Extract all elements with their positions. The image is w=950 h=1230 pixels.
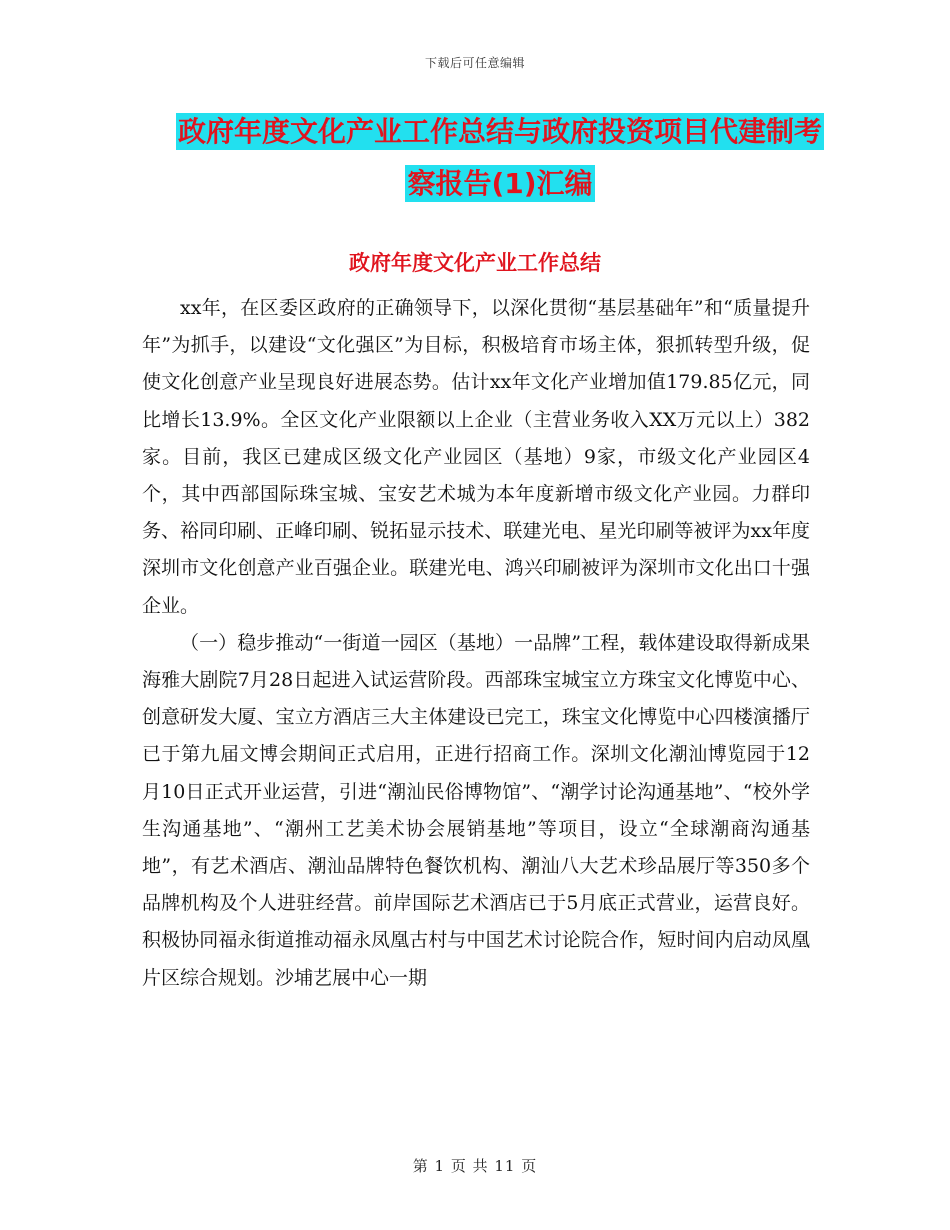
document-title-line-2: 察报告(1)汇编	[407, 167, 593, 200]
document-title	[150, 106, 850, 210]
page-number: 第 1 页 共 11 页	[412, 1157, 538, 1175]
body-paragraph: xx年，在区委区政府的正确领导下，以深化贯彻“基层基础年”和“质量提升年”为抓手，以建设“文化强区”为目标，积极培育市场主体，狠抓转型升级，促使文化创意产业呈现良好进展态势。估计xx年文化产业增加值179.85亿元，同比增长13.9%。全区文化产业限额以上企业（主营业务收入XX万元以上）382家。目前，我区已建成区级文化产业园区（基地）9家，市级文化产业园区4个，其中西部国际珠宝城、宝安艺术城为本年度新增市级文化产业园。力群印务、裕同印刷、正峰印刷、锐拓显示技术、联建光电、星光印刷等被评为xx年度深圳市文化创意产业百强企业。联建光电、鸿兴印刷被评为深圳市文化出口十强企业。	[142, 297, 810, 617]
section-title: 政府年度文化产业工作总结	[349, 251, 601, 275]
header-note: 下载后可任意编辑	[424, 56, 525, 70]
document-body	[142, 290, 810, 997]
document-title-line-1: 政府年度文化产业工作总结与政府投资项目代建制考	[177, 115, 822, 148]
body-paragraph: （一）稳步推动“一街道一园区（基地）一品牌”工程，载体建设取得新成果海雅大剧院7月28日起进入试运营阶段。西部珠宝城宝立方珠宝文化博览中心、创意研发大厦、宝立方酒店三大主体建设已完工，珠宝文化博览中心四楼演播厅已于第九届文博会期间正式启用，正进行招商工作。深圳文化潮汕博览园于12月10日正式开业运营，引进“潮汕民俗博物馆”、“潮学讨论沟通基地”、“校外学生沟通基地”、“潮州工艺美术协会展销基地”等项目，设立“全球潮商沟通基地”，有艺术酒店、潮汕品牌特色餐饮机构、潮汕八大艺术珍品展厅等350多个品牌机构及个人进驻经营。前岸国际艺术酒店已于5月底正式营业，运营良好。积极协同福永街道推动福永凤凰古村与中国艺术讨论院合作，短时间内启动凤凰片区综合规划。沙埔艺展中心一期	[142, 631, 810, 989]
